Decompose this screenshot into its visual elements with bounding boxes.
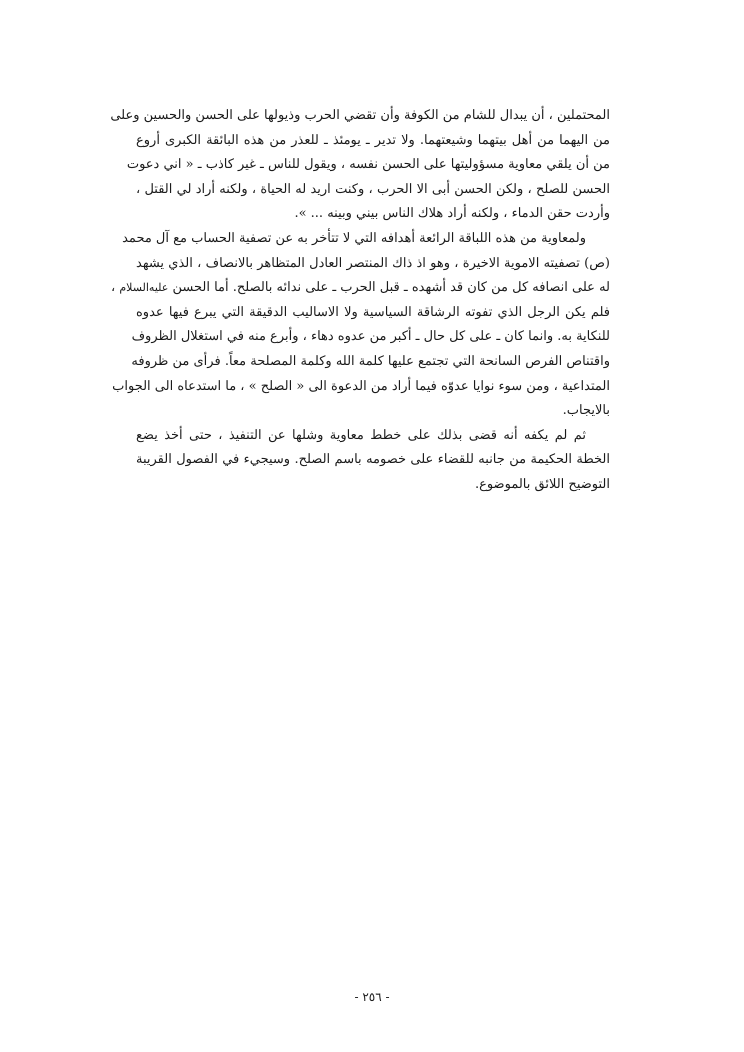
text-line: المتداعية ، ومن سوء نوايا عدوّه فيما أراد من الدعوة الى « الصلح » ، ما استدعاه الى الجواب bbox=[112, 378, 610, 394]
page-number: - ٢٥٦ - bbox=[354, 990, 390, 1004]
text-line: (ص) تصفيته الاموية الاخيرة ، وهو اذ ذاك المنتصر العادل المتظاهر بالانصاف ، الذي يشهد bbox=[136, 255, 610, 271]
honorific-mark: عليه‌السلام bbox=[119, 281, 169, 295]
text-line: ولمعاوية من هذه اللباقة الرائعة أهدافه التي لا تتأخر به عن تصفية الحساب مع آل محمد bbox=[122, 230, 586, 246]
paragraph-3 bbox=[136, 424, 610, 498]
text-line: واقتناص الفرص السانحة التي تجتمع عليها كلمة الله وكلمة المصلحة معاً. فرأى من ظروفه bbox=[131, 353, 610, 369]
body-text bbox=[110, 104, 610, 498]
text-line: الخطة الحكيمة من جانبه للقضاء على خصومه باسم الصلح. وسيجيء في الفصول القريبة bbox=[136, 452, 610, 468]
text-line: فلم يكن الرجل الذي تفوته الرشاقة السياسية ولا الاساليب الدقيقة التي يبرع فيها عدوه bbox=[136, 304, 610, 320]
text-line: المحتملين ، أن يبدال للشام من الكوفة وأن تقضي الحرب وذيولها على الحسن والحسين وعلى bbox=[110, 108, 610, 123]
text-line: ثم لم يكفه أنه قضى بذلك على خطط معاوية وشلها عن التنفيذ ، حتى أخذ يضع bbox=[136, 427, 586, 443]
paragraph-2 bbox=[111, 227, 610, 424]
text-line: للنكاية به. وانما كان ـ على كل حال ـ أكبر من عدوه دهاء ، وأبرع منه في استغلال الظروف bbox=[131, 329, 610, 345]
text-line: بالايجاب. bbox=[562, 403, 610, 419]
text-line-part: له على انصافه كل من كان قد أشهده ـ قبل الحرب ـ على ندائه بالصلح. أما الحسن bbox=[172, 280, 610, 296]
text-line-with-honorific: له على انصافه كل من كان قد أشهده ـ قبل الحرب ـ على ندائه بالصلح. أما الحسن عليه‌السلام ، bbox=[111, 280, 610, 296]
text-line: من اليهما من أهل بيتهما وشيعتهما. ولا تدير ـ يومئذ ـ للعذر من هذه البائقة الكبرى أروع bbox=[136, 132, 610, 148]
text-line: التوضيح اللائق بالموضوع. bbox=[474, 476, 610, 492]
text-line: وأردت حقن الدماء ، ولكنه أراد هلاك الناس بيني وبينه ... ». bbox=[294, 206, 610, 222]
paragraph-1 bbox=[110, 104, 610, 227]
text-line: الحسن للصلح ، ولكن الحسن أبى الا الحرب ، وكنت اريد له الحياة ، ولكنه أراد لي القتل ، bbox=[136, 181, 610, 197]
text-line: من أن يلقي معاوية مسؤوليتها على الحسن نفسه ، ويقول للناس ـ غير كاذب ـ « اني دعوت bbox=[126, 157, 610, 173]
